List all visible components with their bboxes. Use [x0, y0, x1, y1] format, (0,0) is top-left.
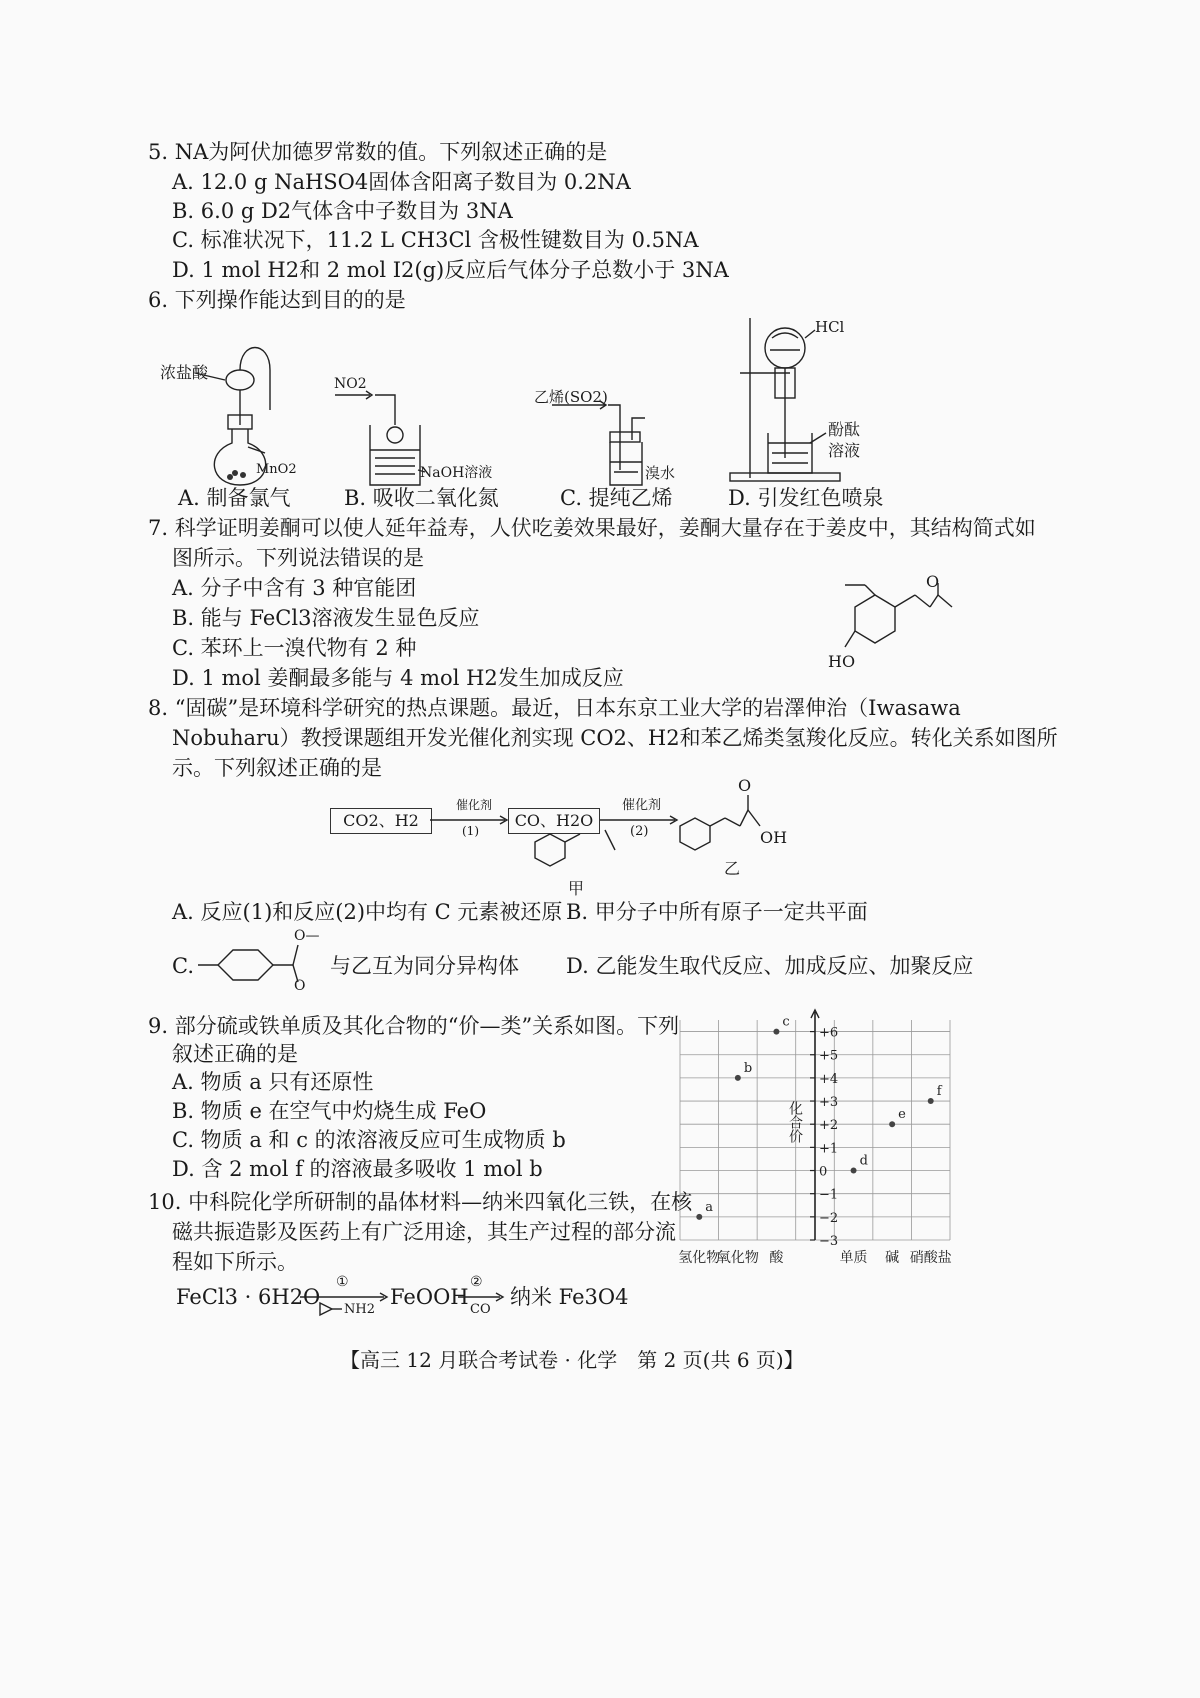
- data-point-label-f: f: [936, 1084, 942, 1100]
- data-point-c: [773, 1029, 779, 1035]
- fountain-apparatus-illustration: [730, 318, 860, 488]
- q5-stem: 5. NA为阿伏加德罗常数的值。下列叙述正确的是: [148, 140, 608, 164]
- valence-class-chart: [660, 1005, 970, 1285]
- q7-option-c: C. 苯环上一溴代物有 2 种: [172, 636, 417, 660]
- flow-arrow-2: [458, 1285, 508, 1315]
- x-category-label: 硝酸盐: [909, 1250, 952, 1266]
- q6-option-c: C. 提纯乙烯: [560, 486, 673, 510]
- y-tick-label: −3: [819, 1234, 839, 1249]
- q8-option-b: B. 甲分子中所有原子一定共平面: [566, 900, 868, 924]
- ester-o-bottom: O: [294, 978, 306, 994]
- product-oh-label: OH: [760, 828, 788, 847]
- product-label: 乙: [724, 859, 741, 878]
- zingerone-ho: HO: [828, 652, 856, 671]
- q5-option-d: D. 1 mol H2和 2 mol I2(g)反应后气体分子总数小于 3NA: [172, 258, 729, 282]
- q9-option-d: D. 含 2 mol f 的溶液最多吸收 1 mol b: [172, 1157, 543, 1181]
- y-tick-label: −1: [819, 1187, 839, 1203]
- q5-option-a: A. 12.0 g NaHSO4固体含阳离子数目为 0.2NA: [172, 170, 631, 194]
- ester-o-top: O—: [294, 928, 320, 944]
- data-point-e: [889, 1121, 895, 1127]
- q9-stem-line1: 9. 部分硫或铁单质及其化合物的“价—类”关系如图。下列: [148, 1014, 680, 1038]
- y-tick-label: +1: [819, 1141, 839, 1157]
- q7-option-d: D. 1 mol 姜酮最多能与 4 mol H2发生加成反应: [172, 666, 624, 690]
- flow-reagent2: CO: [470, 1302, 491, 1317]
- x-category-label: 碱: [885, 1250, 900, 1266]
- q5-option-c: C. 标准状况下，11.2 L CH3Cl 含极性键数目为 0.5NA: [172, 228, 699, 252]
- flow-step2: ②: [470, 1274, 483, 1290]
- q10-stem-line3: 程如下所示。: [172, 1250, 298, 1274]
- step-1-label: (1): [462, 824, 479, 838]
- styrene-label: 甲: [568, 879, 585, 898]
- data-point-label-c: c: [782, 1014, 790, 1030]
- q8-stem-line2: Nobuharu）教授课题组开发光催化剂实现 CO2、H2和苯乙烯类氢羧化反应。转化关系如图所: [172, 726, 1058, 750]
- q8-stem-line1: 8. “固碳”是环境科学研究的热点课题。最近，日本东京工业大学的岩澤伸治（Iwasawa: [148, 696, 961, 720]
- flow-start: FeCl3 · 6H2O: [176, 1285, 321, 1309]
- q7-option-a: A. 分子中含有 3 种官能团: [172, 576, 417, 600]
- chlorine-apparatus-illustration: [185, 335, 315, 485]
- intermediate-box: CO、H2O: [508, 808, 600, 834]
- label-ethylene: 乙烯(SO2): [534, 388, 608, 406]
- q6-option-b: B. 吸收二氧化氮: [344, 486, 499, 510]
- q5-option-b: B. 6.0 g D2气体含中子数目为 3NA: [172, 199, 513, 223]
- reaction-scheme: [430, 790, 850, 880]
- q10-stem-line2: 磁共振造影及医药上有广泛用途，其生产过程的部分流: [172, 1220, 676, 1244]
- label-naoh: NaOH溶液: [420, 465, 493, 481]
- y-tick-label: +6: [819, 1025, 839, 1041]
- data-point-label-e: e: [898, 1107, 906, 1123]
- reactant-box: CO2、H2: [330, 808, 432, 834]
- y-tick-label: 0: [819, 1164, 828, 1180]
- no2-absorption-illustration: [330, 390, 430, 490]
- label-conc-hcl: 浓盐酸: [160, 363, 209, 382]
- flow-arrow-1: [300, 1285, 380, 1315]
- q8-option-d: D. 乙能发生取代反应、加成反应、加聚反应: [566, 954, 974, 978]
- data-point-label-d: d: [859, 1153, 868, 1169]
- x-category-label: 单质: [839, 1250, 868, 1266]
- label-phenol: 酚酞: [828, 420, 861, 439]
- x-category-label: 氧化物: [716, 1250, 759, 1266]
- q9-option-c: C. 物质 a 和 c 的浓溶液反应可生成物质 b: [172, 1128, 566, 1152]
- data-point-b: [735, 1075, 741, 1081]
- label-solution: 溶液: [828, 441, 861, 460]
- q6-option-d: D. 引发红色喷泉: [728, 486, 884, 510]
- q7-option-b: B. 能与 FeCl3溶液发生显色反应: [172, 606, 480, 630]
- q6-option-a: A. 制备氯气: [178, 486, 291, 510]
- y-axis-label: 化合价: [787, 1101, 803, 1144]
- zingerone-ketone-o: O: [926, 572, 940, 591]
- ethylene-purification-illustration: [550, 400, 650, 490]
- q9-option-b: B. 物质 e 在空气中灼烧生成 FeO: [172, 1099, 487, 1123]
- data-point-label-b: b: [743, 1060, 753, 1076]
- flow-reagent1: NH2: [344, 1302, 375, 1317]
- data-point-a: [696, 1214, 702, 1220]
- label-bromine: 溴水: [645, 464, 676, 482]
- q10-stem-line1: 10. 中科院化学所研制的晶体材料—纳米四氧化三铁，在核: [148, 1190, 693, 1214]
- y-tick-label: +5: [819, 1048, 839, 1064]
- catalyst-1-label: 催化剂: [456, 798, 493, 812]
- x-category-label: 酸: [769, 1250, 784, 1266]
- q8-stem-line3: 示。下列叙述正确的是: [172, 756, 382, 780]
- label-mno2: MnO2: [256, 462, 297, 477]
- data-point-f: [928, 1098, 934, 1104]
- q8-option-c-suffix: 与乙互为同分异构体: [330, 954, 519, 978]
- label-no2: NO2: [334, 376, 367, 392]
- y-tick-label: −2: [819, 1210, 839, 1226]
- methyl-benzoate-structure: [198, 940, 338, 990]
- q6-stem: 6. 下列操作能达到目的的是: [148, 288, 406, 312]
- q7-stem-line1: 7. 科学证明姜酮可以使人延年益寿，人伏吃姜效果最好，姜酮大量存在于姜皮中，其结构简式如: [148, 516, 1036, 540]
- flow-end: 纳米 Fe3O4: [510, 1285, 629, 1309]
- q8-option-c-prefix: C.: [172, 954, 194, 978]
- catalyst-2-label: 催化剂: [622, 798, 662, 813]
- label-hcl: HCl: [815, 318, 845, 336]
- flow-step1: ①: [336, 1274, 349, 1290]
- x-category-label: 氢化物: [678, 1250, 721, 1266]
- flow-mid: FeOOH: [390, 1285, 469, 1309]
- page-footer: 【高三 12 月联合考试卷 · 化学 第 2 页(共 6 页)】: [340, 1348, 804, 1372]
- product-o-label: O: [738, 776, 752, 795]
- data-point-d: [851, 1168, 857, 1174]
- q8-option-a: A. 反应(1)和反应(2)中均有 C 元素被还原: [172, 900, 563, 924]
- y-tick-label: +3: [819, 1095, 839, 1111]
- y-tick-label: +2: [819, 1118, 839, 1134]
- q9-stem-line2: 叙述正确的是: [172, 1042, 298, 1066]
- y-tick-label: +4: [819, 1071, 839, 1087]
- q7-stem-line2: 图所示。下列说法错误的是: [172, 546, 424, 570]
- step-2-label: (2): [630, 824, 649, 839]
- q9-option-a: A. 物质 a 只有还原性: [172, 1070, 374, 1094]
- data-point-label-a: a: [705, 1199, 714, 1215]
- zingerone-structure: [820, 585, 960, 685]
